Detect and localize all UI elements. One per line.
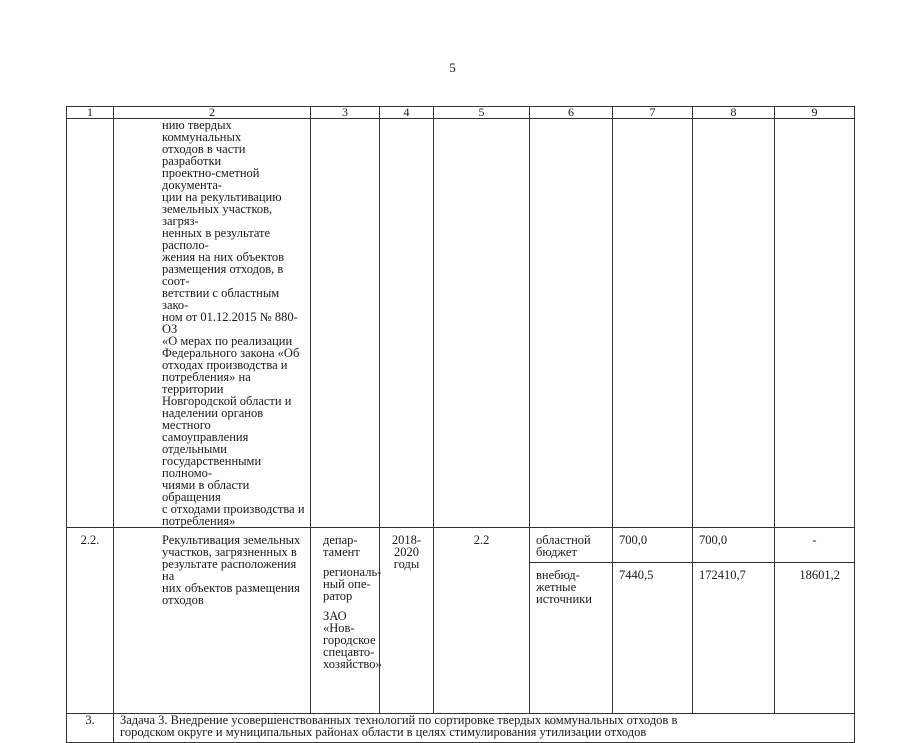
cell-value xyxy=(693,119,775,528)
text-line: источники xyxy=(536,592,592,606)
text-line: 2020 xyxy=(394,545,419,559)
text-line: ный опе- xyxy=(323,577,371,591)
text-line: отходов в части разработки xyxy=(162,142,246,168)
cell-executor xyxy=(311,119,380,528)
text-line: ЗАО «Нов- xyxy=(323,609,355,635)
text-line: внебюд- xyxy=(536,568,580,582)
text-line: бюджет xyxy=(536,545,577,559)
column-header: 1 xyxy=(67,107,114,119)
text-line: «О мерах по реализации xyxy=(162,334,293,348)
cell-target: 2.2 xyxy=(434,528,530,714)
column-header: 6 xyxy=(530,107,613,119)
text-line: хозяйство» xyxy=(323,657,382,671)
text-line: депар- xyxy=(323,533,358,547)
text-line: Федерального закона «Об xyxy=(162,346,300,360)
cell-value: 700,0 xyxy=(613,528,693,563)
text-line: проектно-сметной документа- xyxy=(162,166,260,192)
text-line: результате расположения на xyxy=(162,557,297,583)
cell-num: 3. xyxy=(67,714,114,743)
table-row-3 xyxy=(67,714,855,743)
text-line: ции на рекультивацию xyxy=(162,190,282,204)
text-line: нию твердых коммунальных xyxy=(162,118,242,144)
text-line: отходах производства и xyxy=(162,358,288,372)
cell-value: 7440,5 xyxy=(613,563,693,714)
cell-num xyxy=(67,119,114,528)
text-line: ратор xyxy=(323,589,353,603)
text-line: наделении органов местного xyxy=(162,406,264,432)
text-line: участков, загрязненных в xyxy=(162,545,297,559)
text-line: спецавто- xyxy=(323,645,375,659)
cell-years xyxy=(380,528,434,714)
text-line: потребления» на территории xyxy=(162,370,251,396)
text-line: земельных участков, загряз- xyxy=(162,202,273,228)
text-line: них объектов размещения xyxy=(162,581,300,595)
text-line: ветствии с областным зако- xyxy=(162,286,280,312)
text-line: жетные xyxy=(536,580,577,594)
text-line: Задача 3. Внедрение усовершенствованных технологий по сортировке твердых коммунальных отходов в xyxy=(120,713,678,727)
cell-value xyxy=(775,119,855,528)
cell-source xyxy=(530,119,613,528)
text-line: годы xyxy=(393,557,420,571)
cell-years xyxy=(380,119,434,528)
cell-target xyxy=(434,119,530,528)
cell-task xyxy=(114,714,855,743)
text-line: размещения отходов, в соот- xyxy=(162,262,284,288)
cell-num: 2.2. xyxy=(67,528,114,714)
text-line: ненных в результате располо- xyxy=(162,226,271,252)
cell-value xyxy=(613,119,693,528)
text-line: областной xyxy=(536,533,591,547)
column-header: 4 xyxy=(380,107,434,119)
text-line: жения на них объектов xyxy=(162,250,285,264)
cell-value: 18601,2 xyxy=(775,563,855,714)
cell-value: - xyxy=(775,528,855,563)
text-line: ном от 01.12.2015 № 880-ОЗ xyxy=(162,310,298,336)
text-line: Рекультивация земельных xyxy=(162,533,301,547)
cell-source xyxy=(530,563,613,714)
cell-source xyxy=(530,528,613,563)
cell-value: 172410,7 xyxy=(693,563,775,714)
text-line: отходов xyxy=(162,593,204,607)
text-line: городское xyxy=(323,633,376,647)
text-line: государственными полномо- xyxy=(162,454,262,480)
text-line: Новгородской области и xyxy=(162,394,292,408)
text-line: потребления» xyxy=(162,514,236,528)
text-line: региональ- xyxy=(323,565,382,579)
cell-activity xyxy=(114,528,311,714)
page-number: 5 xyxy=(449,60,456,75)
table-row-continued xyxy=(67,119,855,528)
column-header: 2 xyxy=(114,107,311,119)
cell-value: 700,0 xyxy=(693,528,775,563)
text-line: самоуправления отдельными xyxy=(162,430,249,456)
cell-activity-continued xyxy=(114,119,311,528)
column-header: 3 xyxy=(311,107,380,119)
program-table xyxy=(66,106,855,743)
column-header: 7 xyxy=(613,107,693,119)
text-line: чиями в области обращения xyxy=(162,478,250,504)
column-header: 5 xyxy=(434,107,530,119)
cell-executor xyxy=(311,528,380,714)
text-line: тамент xyxy=(323,545,360,559)
text-line: 2018- xyxy=(391,533,422,547)
table-row-2-2 xyxy=(67,528,855,563)
column-header: 9 xyxy=(775,107,855,119)
column-header: 8 xyxy=(693,107,775,119)
text-line: городском округе и муниципальных районах области в целях стимулирования утилизации отходов xyxy=(120,725,647,739)
text-line: с отходами производства и xyxy=(162,502,305,516)
column-number-row xyxy=(67,107,855,119)
